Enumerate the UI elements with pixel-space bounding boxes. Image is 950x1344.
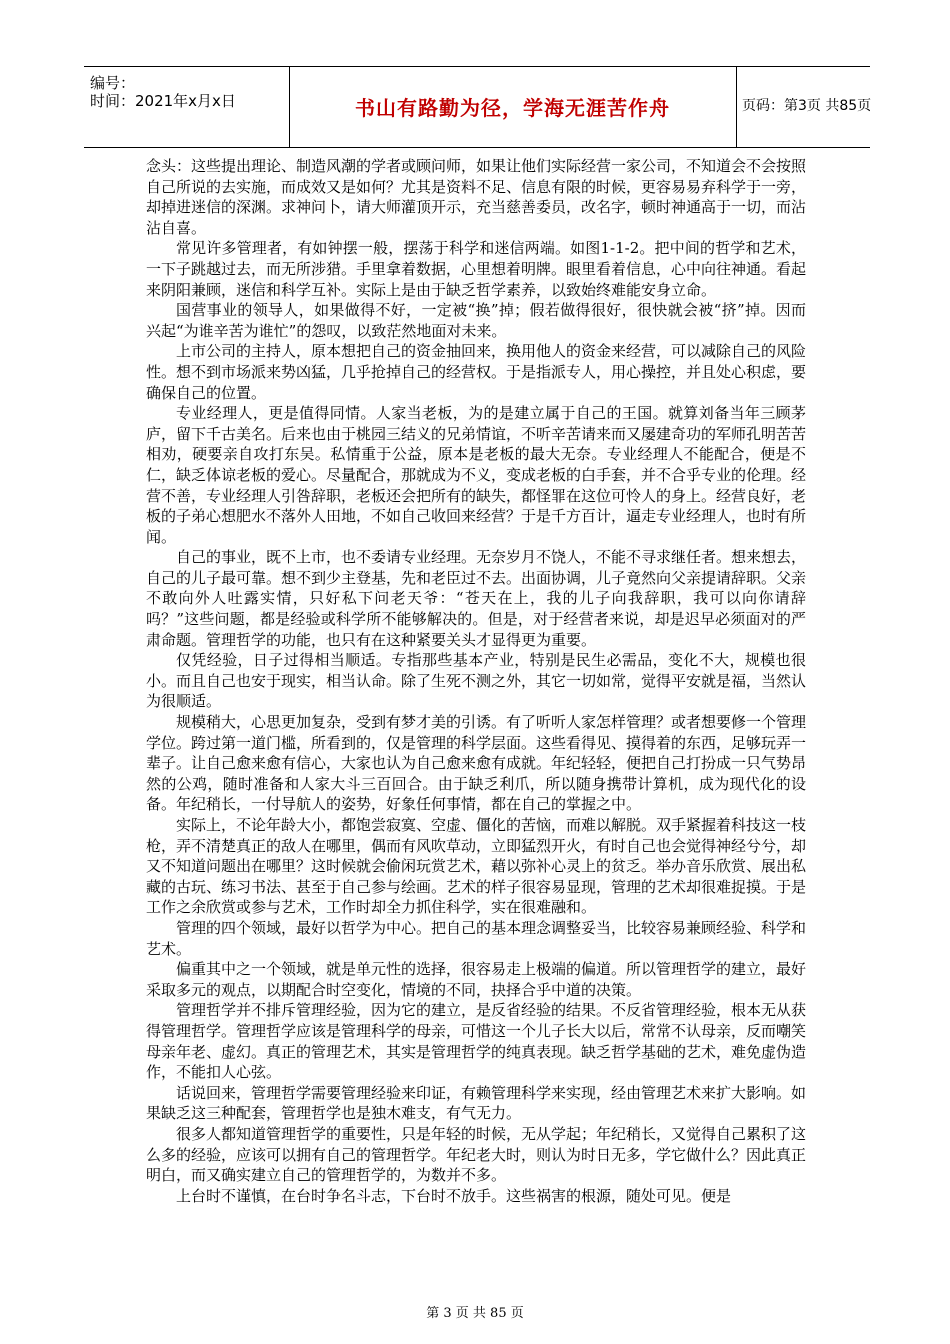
paragraph: 管理的四个领域，最好以哲学为中心。把自己的基本理念调整妥当，比较容易兼顾经验、科学和艺术。 — [146, 918, 807, 958]
header-page-info: 页码：第3页 共85页 — [742, 98, 872, 114]
header-page-cell — [736, 67, 870, 147]
document-time-label: 时间：2021年x月x日 — [90, 92, 236, 110]
paragraph: 仅凭经验，日子过得相当顺适。专指那些基本产业，特别是民生必需品，变化不大，规模也很小。而且自己也安于现实，相当认命。除了生死不测之外，其它一切如常，觉得平安就是福，当然认为很顺适。 — [146, 651, 807, 711]
paragraph: 实际上，不论年龄大小，都饱尝寂寞、空虚、僵化的苦恼，而难以解脱。双手紧握着科技这一枝枪，弄不清楚真正的敌人在哪里，偶而有风吹草动，立即猛烈开火，有时自己也会觉得神经兮兮，却又不知道问题出在哪里？这时候就会偷闲玩赏艺术，藉以弥补心灵上的贫乏。举办音乐欣赏、展出私藏的古玩、练习书法、甚至于自己参与绘画。艺术的样子很容易显现，管理的艺术却很难捉摸。于是工作之余欣赏或参与艺术，工作时却全力抓住科学，实在很难融和。 — [146, 816, 807, 917]
paragraph: 常见许多管理者，有如钟摆一般，摆荡于科学和迷信两端。如图1-1-2。把中间的哲学和艺术，一下子跳越过去，而无所涉猎。手里拿着数据，心里想着明牌。眼里看着信息，心中向往神通。看起来阴阳兼顾，迷信和科学互补。实际上是由于缺乏哲学素养，以致始终难能安身立命。 — [146, 239, 807, 299]
document-body — [146, 156, 806, 1206]
paragraph: 很多人都知道管理哲学的重要性，只是年轻的时候，无从学起；年纪稍长，又觉得自己累积了这么多的经验，应该可以拥有自己的管理哲学。年纪老大时，则认为时日无多，学它做什么？因此真正明白，而又确实建立自己的管理哲学的，为数并不多。 — [146, 1124, 807, 1185]
page-header — [84, 66, 870, 148]
paragraph: 专业经理人，更是值得同情。人家当老板，为的是建立属于自己的王国。就算刘备当年三顾茅庐，留下千古美名。后来也由于桃园三结义的兄弟情谊，不听辛苦请来而又屡建奇功的军师孔明苦苦相劝，硬要亲自攻打东吴。私情重于公益，原本是老板的最大无奈。专业经理人不能配合，便是不仁，缺乏体谅老板的爱心。尽量配合，那就成为不义，变成老板的白手套，并不合乎专业的伦理。经营不善，专业经理人引咎辞职，老板还会把所有的缺失，都怪罪在这位可怜人的身上。经营良好，老板的子弟心想肥水不落外人田地，不如自己收回来经营？于是千方百计，逼走专业经理人，也时有所闻。 — [146, 404, 807, 546]
header-meta — [84, 67, 290, 147]
header-motto-cell — [289, 67, 737, 147]
document-number-label: 编号： — [90, 74, 136, 92]
paragraph: 国营事业的领导人，如果做得不好，一定被“换”掉；假若做得很好，很快就会被“挤”掉。因而兴起“为谁辛苦为谁忙”的怨叹，以致茫然地面对未来。 — [146, 301, 806, 340]
paragraph: 自己的事业，既不上市，也不委请专业经理。无奈岁月不饶人，不能不寻求继任者。想来想去，自己的儿子最可靠。想不到少主登基，先和老臣过不去。出面协调，儿子竟然向父亲提请辞职。父亲不敢向外人吐露实情，只好私下问老天爷：“苍天在上，我的儿子向我辞职，我可以向你请辞吗？”这些问题，都是经验或科学所不能够解决的。但是，对于经营者来说，却是迟早必须面对的严肃命题。管理哲学的功能，也只有在这种紧要关头才显得更为重要。 — [146, 548, 807, 649]
paragraph: 偏重其中之一个领域，就是单元性的选择，很容易走上极端的偏道。所以管理哲学的建立，最好采取多元的观点，以期配合时空变化，情境的不同，抉择合乎中道的决策。 — [146, 960, 807, 999]
paragraph: 管理哲学并不排斥管理经验，因为它的建立，是反省经验的结果。不反省管理经验，根本无从获得管理哲学。管理哲学应该是管理科学的母亲，可惜这一个儿子长大以后，常常不认母亲，反而嘲笑母亲年老、虚幻。真正的管理艺术，其实是管理哲学的纯真表现。缺乏哲学基础的艺术，难免虚伪造作，不能扣人心弦。 — [146, 1001, 807, 1082]
paragraph: 话说回来，管理哲学需要管理经验来印证，有赖管理科学来实现，经由管理艺术来扩大影响。如果缺乏这三种配套，管理哲学也是独木难支，有气无力。 — [146, 1083, 807, 1123]
paragraph: 念头：这些提出理论、制造风潮的学者或顾问师，如果让他们实际经营一家公司，不知道会不会按照自己所说的去实施，而成效又是如何？尤其是资料不足、信息有限的时候，更容易易弃科学于一旁，却掉进迷信的深渊。求神问卜，请大师灌顶开示，充当慈善委员，改名字，顿时神通高于一切，而沾沾自喜。 — [146, 157, 807, 237]
paragraph: 规模稍大，心思更加复杂，受到有梦才美的引诱。有了听听人家怎样管理？或者想要修一个管理学位。跨过第一道门槛，所看到的，仅是管理的科学层面。这些看得见、摸得着的东西，足够玩弄一辈子。让自己愈来愈有信心，大家也认为自己愈来愈有成就。年纪轻轻，便把自己打扮成一只气势昂然的公鸡，随时准备和人家大斗三百回合。由于缺乏利爪，所以随身携带计算机，成为现代化的设备。年纪稍长，一付导航人的姿势，好象任何事情，都在自己的掌握之中。 — [146, 713, 807, 814]
header-motto: 书山有路勤为径，学海无涯苦作舟 — [355, 96, 670, 120]
paragraph: 上市公司的主持人，原本想把自己的资金抽回来，换用他人的资金来经营，可以减除自己的风险性。想不到市场派来势凶猛，几乎抢掉自己的经营权。于是指派专人，用心操控，并且处心积虑，要确保自己的位置。 — [146, 342, 807, 402]
page-footer: 第 3 页 共 85 页 — [426, 1306, 524, 1321]
paragraph: 上台时不谨慎，在台时争名斗志，下台时不放手。这些祸害的根源，随处可见。便是 — [176, 1186, 732, 1205]
